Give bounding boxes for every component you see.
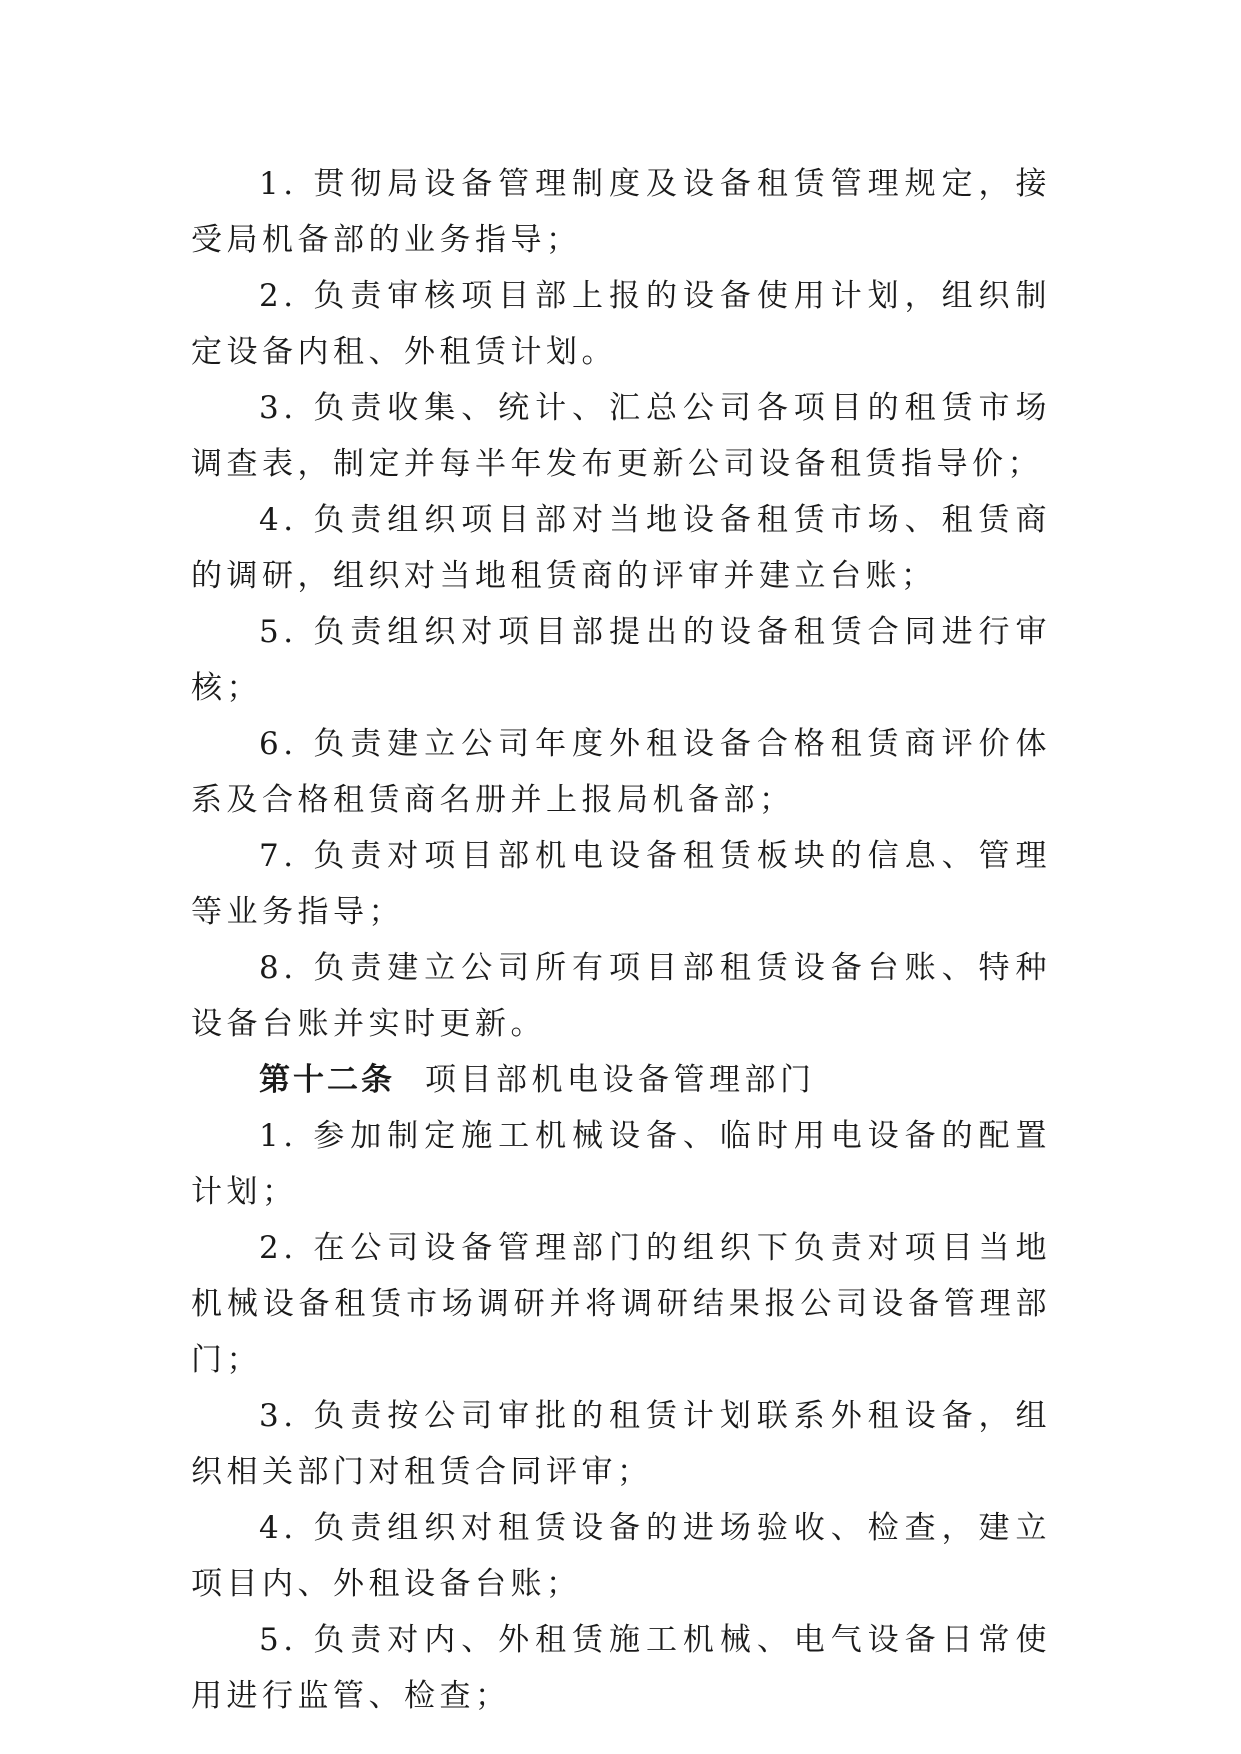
list-item: 2. 负责审核项目部上报的设备使用计划，组织制定设备内租、外租赁计划。 — [191, 278, 1051, 370]
list-item: 4. 负责组织对租赁设备的进场验收、检查，建立项目内、外租设备台账； — [191, 1510, 1051, 1602]
list-item: 1. 参加制定施工机械设备、临时用电设备的配置计划； — [191, 1118, 1051, 1210]
list-item: 6. 负责建立公司年度外租设备合格租赁商评价体系及合格租赁商名册并上报局机备部； — [191, 726, 1051, 818]
list-item: 5. 负责对内、外租赁施工机械、电气设备日常使用进行监管、检查； — [191, 1622, 1051, 1714]
document-body — [191, 156, 1051, 1724]
list-item: 3. 负责按公司审批的租赁计划联系外租设备，组织相关部门对租赁合同评审； — [191, 1398, 1051, 1490]
list-item: 4. 负责组织项目部对当地设备租赁市场、租赁商的调研，组织对当地租赁商的评审并建立台账； — [191, 502, 1051, 594]
list-item: 2. 在公司设备管理部门的组织下负责对项目当地机械设备租赁市场调研并将调研结果报公司设备管理部门； — [191, 1230, 1051, 1378]
list-item: 5. 负责组织对项目部提出的设备租赁合同进行审核； — [191, 614, 1051, 706]
list-item: 3. 负责收集、统计、汇总公司各项目的租赁市场调查表，制定并每半年发布更新公司设备租赁指导价； — [191, 390, 1051, 482]
article-number: 第十二条 — [259, 1062, 395, 1098]
article-heading — [191, 1052, 1051, 1108]
list-item: 7. 负责对项目部机电设备租赁板块的信息、管理等业务指导； — [191, 838, 1051, 930]
list-item: 1. 贯彻局设备管理制度及设备租赁管理规定，接受局机备部的业务指导； — [191, 166, 1051, 258]
list-item: 8. 负责建立公司所有项目部租赁设备台账、特种设备台账并实时更新。 — [191, 950, 1051, 1042]
article-title: 项目部机电设备管理部门 — [425, 1062, 816, 1098]
